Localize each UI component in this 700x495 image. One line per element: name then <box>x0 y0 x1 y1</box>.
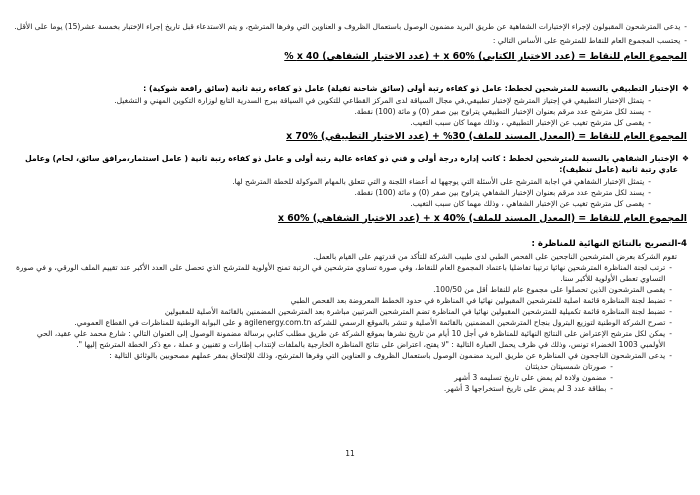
paragraph-text: تصرح الشركة الوطنية لتوزيع البترول بنجاح المترشحين المضمنين بالقائمة الأصلية و تنشر بالموقع الرسمي للشركة agilenergy.com.tn و على البوابة الوطنية للمناظرات في القطاع العمومي. <box>74 317 666 327</box>
list-item <box>11 361 689 372</box>
paragraph-text: يقصى كل مترشح تغيب عن الإختبار التطبيقي ، وذلك مهما كان سبب التغيب. <box>410 117 645 127</box>
dash-bullet: - <box>610 361 613 371</box>
total-score-formula-practical: المجموع العام للنقاط = (المعدل المسند للملف) 30% + (عدد الاختبار التطبيقي) x 70% <box>286 130 687 142</box>
list-item <box>11 117 689 128</box>
list-item <box>11 295 689 306</box>
total-score-formula-oral: المجموع العام للنقاط = (المعدل المسند للملف) x 40% + (عدد الاختبار الشفاهي) x 60% <box>277 212 687 224</box>
list-item <box>11 35 689 46</box>
list-item <box>11 372 689 383</box>
list-item <box>11 21 689 32</box>
dash-bullet: - <box>669 284 672 294</box>
list-item <box>11 198 689 209</box>
dash-bullet: - <box>669 328 672 338</box>
dash-bullet: - <box>610 372 613 382</box>
list-item <box>11 383 689 394</box>
dash-bullet: - <box>669 295 672 305</box>
dash-bullet: - <box>648 176 651 186</box>
paragraph-text: تضبط لجنة المناظرة قائمة تكميلية للمترشحين المقبولين نهائيا في المناظرة تضم المترشحين المرتبين مباشرة بعد المترشحين المضمنين بالقائمة الأصلية للمقبولين <box>164 306 666 316</box>
list-item <box>11 284 689 295</box>
list-item <box>11 176 689 187</box>
dash-bullet: - <box>669 317 672 327</box>
dash-bullet: - <box>684 36 687 45</box>
paragraph-text: يدعى المترشحون الناجحون في المناظرة عن طريق البريد مضمون الوصول باستعمال الظروف و العناوين التي وفرها المترشح، وذلك للإلتحاق بمقر عملهم مصحوبين بالوثائق التالية : <box>109 350 666 360</box>
paragraph-text: تضبط لجنة المناظرة قائمة اصلية للمترشحين المقبولين نهائيا في المناظرة في حدود الخطط المعروضة بعد الفحص الطبي <box>290 295 666 305</box>
paragraph-text: صورتان شمسيتان حديثتان <box>525 361 607 371</box>
dash-bullet: - <box>648 198 651 208</box>
section-heading-final-results: 4-التصريح بالنتائج النهائية للمناظرة : <box>531 238 687 249</box>
dash-bullet: - <box>669 262 672 272</box>
list-item <box>11 306 689 317</box>
section-heading-practical-test <box>11 83 689 95</box>
section-heading-text: الإختبار التطبيقي بالنسبة للمترشحين لخطط: عامل ذو كفاءة رتبة أولى (سائق شاحنة ثقيلة) عامل ذو كفاءة رتبة ثانية (سائق رافعة شوكية) : <box>143 84 678 93</box>
list-item <box>11 262 689 284</box>
section-heading-text: الإختبار الشفاهي بالنسبة للمترشحين لخطط : كاتب إدارة درجة أولى و فني ذو كفاءة عالية رتبة أولى و عامل ذو كفاءة رتبة ثانية ( عامل استثمار،مرافق سائق، لحام) وعامل عادي رتبة ثانية (عامل تنظيف): <box>24 153 678 174</box>
paragraph-text: يحتسب المجموع العام للنقاط للمترشح على الأساس التالي : <box>492 36 681 45</box>
paragraph-text: يقصى المترشحون الذين تحصلوا على مجموع عام للنقاط أقل من 100/50. <box>433 284 666 294</box>
list-item <box>11 95 689 106</box>
dash-bullet: - <box>669 306 672 316</box>
paragraph-text: بطاقة عدد 3 لم يمض على تاريخ استخراجها 3 أشهر. <box>443 383 607 393</box>
dash-bullet: - <box>648 187 651 197</box>
paragraph-text: يقصى كل مترشح تغيب عن الإختبار الشفاهي ، وذلك مهما كان سبب التغيب. <box>410 198 645 208</box>
list-item <box>11 328 689 350</box>
dash-bullet: - <box>648 106 651 116</box>
dash-bullet: - <box>610 383 613 393</box>
page-content <box>11 21 689 394</box>
section-heading-oral-test <box>11 153 689 176</box>
dash-bullet: - <box>648 117 651 127</box>
list-item <box>11 350 689 361</box>
paragraph-text: يتمثل الإختبار التطبيقي في إجتياز المترشح لإختبار تطبيقي,في مجال السياقة لدى المركز القطاعي للتكوين في السياقة ببرج السدرية التابع لوزارة التكوين المهني و التشغيل. <box>114 95 645 105</box>
list-item <box>11 187 689 198</box>
paragraph-text: يتمثل الإختبار الشفاهي في اجابة المترشح على الأسئلة التي يوجهها له أعضاء اللجنة و التي تتعلق بالمهام الموكولة للخطة المترشح لها. <box>232 176 645 186</box>
paragraph-text: يسند لكل مترشح عدد مرقم بعنوان الإختبار الشفاهي يتراوح بين صفر (0) و مائة (100) نقطة. <box>354 187 645 197</box>
paragraph-text: يسند لكل مترشح عدد مرقم بعنوان الإختبار التطبيقي يتراوح بين صفر (0) و مائة (100) نقطة. <box>354 106 645 116</box>
paragraph-text: يدعى المترشحون المقبولون لإجراء الإختبارات الشفاهية عن طريق البريد مضمون الوصول باستعمال الظروف و العناوين التي وفرها المترشح، و يتم الاستدعاء قبل تاريخ إجراء الإختبار بخمسة عشر(15) يوما على الأقل. <box>14 22 681 31</box>
diamond-bullet-icon: ❖ <box>682 153 689 163</box>
dash-bullet: - <box>684 22 687 31</box>
paragraph-text: ترتب لجنة المناظرة المترشحين نهائيا ترتيبا تفاضليا باعتماد المجموع العام للنقاط، وفي صورة تساوي مترشحين في الرتبة تمنح الأولوية للمترشح الذي تحصل على العدد الأكبر عند تقييم الملف الورقي، و في صورة التساوي تعطى الأولوية للأكبر سنا. <box>16 262 666 283</box>
paragraph-text: تقوم الشركة بعرض المترشحين الناجحين على الفحص الطبي لدى طبيب الشركة للتأكد من قدرتهم على القيام بالعمل. <box>313 251 677 261</box>
diamond-bullet-icon: ❖ <box>682 84 689 93</box>
list-item <box>11 317 689 328</box>
total-score-formula-written-oral: المجموع العام للنقاط = (عدد الاختبار الكتابي) x 60% + (عدد الاختبار الشفاهي) x 40 % <box>284 51 687 62</box>
list-item <box>11 106 689 117</box>
dash-bullet: - <box>648 95 651 105</box>
paragraph-text: يمكن لكل مترشح الإعتراض على النتائج النهائية للمناظرة في أجل 10 أيام من تاريخ نشرها بموقع الشركة عن طريق مطلب كتابي برسالة مضمونة الوصول إلى العنوان التالي : شارع محمد علي عقيد، الحي الأولمبي 1003 الخضراء تونس، وذلك في ظرف يحمل العبارة التالية : "لا يفتح، اعتراض على نتائج المناظرة الخارجية بالملفات لإنتداب إطارات و تقنيين و عملة ، مع ذكر الخطة المترشح إليها ". <box>36 328 666 349</box>
paragraph-text: مضمون ولادة لم يمض على تاريخ تسليمه 3 أشهر <box>454 372 607 382</box>
page-number: 11 <box>345 449 355 458</box>
dash-bullet: - <box>669 350 672 360</box>
